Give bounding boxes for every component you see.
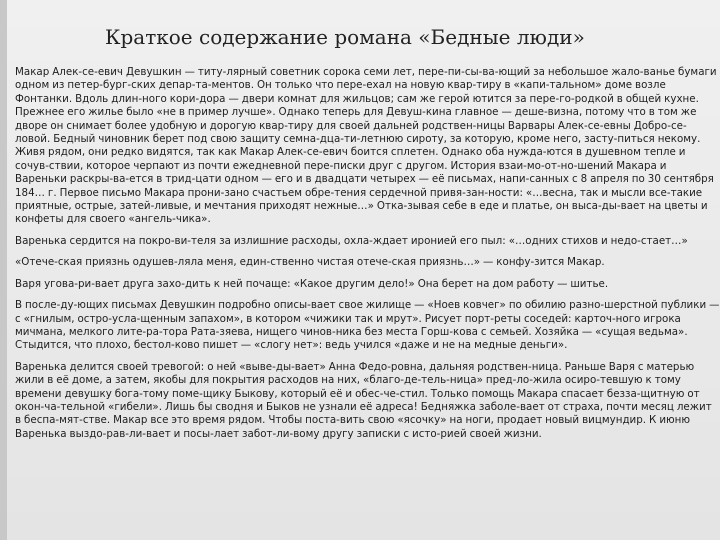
paragraph-summary-intro: Макар Алек-се-евич Девушкин — титу-лярный советник сорока семи лет, пере-пи-сы-ва-ющий за небольшое жало-ванье бумаги одном из петер-бург-ских депар-та-ментов. Он только что пере-ехал на новую квар-тиру в «капи-тальном» доме возле Фонтанки. Вдоль длин-ного кори-дора — двери комнат для жильцов; сам же герой ютится за пере-го-родкой в общей кухне. Прежнее его жилье было «не в пример лучше». Однако теперь для Девуш-кина главное — деше-визна, потому что в том же дворе он снимает более удобную и дорогую квар-тиру для своей дальней родствен-ницы Варвары Алек-се-евны Добро-се-ловой. Бедный чиновник берет под свою защиту семна-дца-ти-летнюю сироту, за которую, кроме него, засту-питься некому. Живя рядом, они редко видятся, так как Макар Алек-се-евич боится сплетен. Однако оба нужда-ются в душевном тепле и сочув-ствии, которое черпают из почти ежедневной пере-писки друг с другом. История взаи-мо-от-но-шений Макара и Вареньки раскры-ва-ется в трид-цати одном — его и в двадцати четырех — её письмах, напи-санных с 8 апреля по 30 сентября 184… г. Первое письмо Макара прони-зано счастьем обре-тения сердечной привя-зан-ности: «…весна, так и мысли все-такие приятные, острые, затей-ливые, и мечтания приходят нежные…» Отка-зывая себе в еде и платье, он выса-ды-вает на цветы и конфеты для своего «ангель-чика». bbox=[15, 66, 717, 226]
paragraph-varenka-story: Варенька делится своей тревогой: о ней «выве-ды-вает» Анна Федо-ровна, дальняя родствен-ница. Раньше Варя с матерью жили в её доме, а затем, якобы для покрытия расходов на них, «благо-де-тель-ница» пред-ло-жила осиро-тевшую к тому времени девушку бога-тому поме-щику Быкову, который её и обес-че-стил. Только помощь Макара спасает безза-щитную от окон-ча-тельной «гибели». Лишь бы сводня и Быков не узнали её адреса! Бедняжка заболе-вает от страха, почти месяц лежит в беспа-мят-стве. Макар все это время рядом. Чтобы поста-вить свою «ясочку» на ноги, продает новый вицмундир. К июню Варенька выздо-рав-ли-вает и посы-лает забот-ли-вому другу записки с исто-рией своей жизни. bbox=[15, 360, 712, 440]
slide-title: Краткое содержание романа «Бедные люди» bbox=[105, 25, 585, 49]
paragraph-varya-sewing: Варя угова-ри-вает друга захо-дить к ней почаще: «Какое другим дело!» Она берет на дом работу — шитье. bbox=[15, 277, 609, 290]
paragraph-varenka-irony: Варенька сердится на покро-ви-теля за излишние расходы, охла-ждает иронией его пыл: «…одних стихов и недо-стает…» bbox=[15, 234, 688, 247]
slide-left-band bbox=[0, 0, 7, 540]
paragraph-makar-confusion: «Отече-ская приязнь одушев-ляла меня, един-ственно чистая отече-ская приязнь…» — конфу-зится Макар. bbox=[15, 256, 605, 269]
paragraph-devushkin-dwelling: В после-ду-ющих письмах Девушкин подробно описы-вает свое жилище — «Ноев ковчег» по обилию разно-шерстной публики — с «гнилым, остро-усла-щенным запахом», в котором «чижики так и мрут». Рисует порт-реты соседей: карточ-ного игрока мичмана, мелкого лите-ра-тора Рата-зяева, нищего чинов-ника без места Горш-кова с семьей. Хозяйка — «сущая ведьма». Стыдится, что плохо, бестол-ково пишет — «слогу нет»: ведь учился «даже и не на медные деньги». bbox=[15, 299, 720, 352]
slide-body bbox=[15, 66, 720, 540]
